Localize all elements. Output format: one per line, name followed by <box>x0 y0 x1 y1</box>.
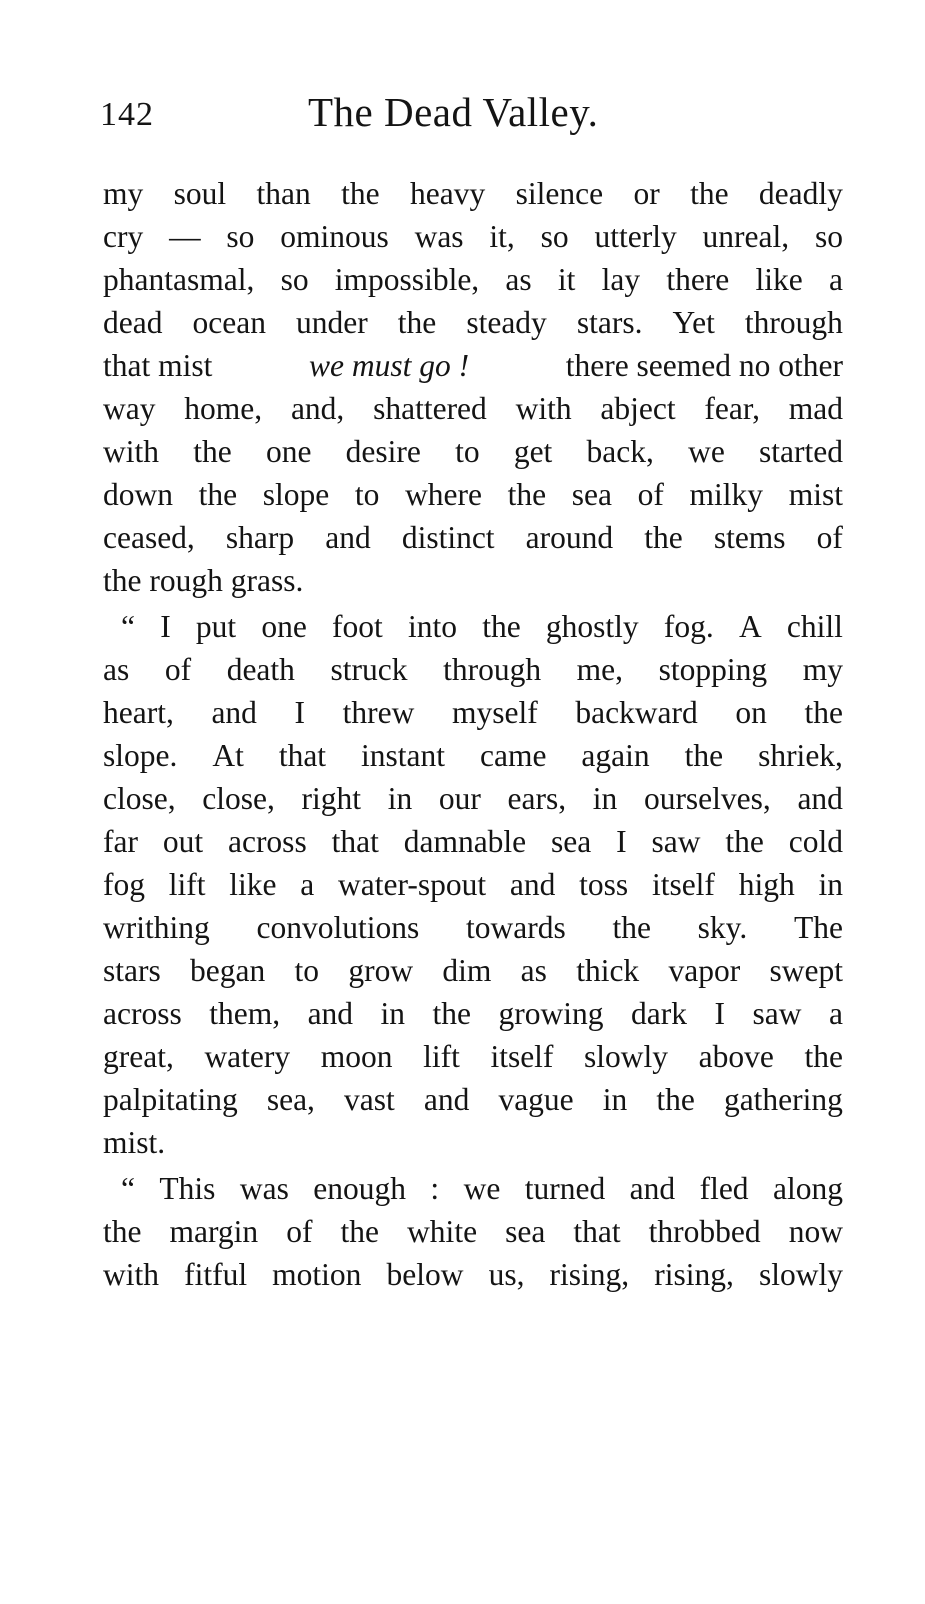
text-line: as of death struck through me, stopping my <box>103 652 843 687</box>
text-line: the margin of the white sea that throbbed now <box>103 1214 843 1249</box>
italic-emphasis: we must go ! <box>308 348 470 383</box>
text-line: with the one desire to get back, we started <box>103 434 843 469</box>
text-line: palpitating sea, vast and vague in the gathering <box>103 1082 843 1117</box>
text-line: across them, and in the growing dark I saw a <box>103 996 843 1031</box>
body-text <box>103 172 843 1296</box>
text-line: my soul than the heavy silence or the deadly <box>103 176 843 211</box>
text-line: phantasmal, so impossible, as it lay there like a <box>103 262 843 297</box>
text-line: down the slope to where the sea of milky mist <box>103 477 843 512</box>
page-number: 142 <box>100 96 154 133</box>
text-line: cry — so ominous was it, so utterly unreal, so <box>103 219 843 254</box>
text-line: fog lift like a water-spout and toss itself high in <box>103 867 843 902</box>
text-line: close, close, right in our ears, in ourselves, and <box>103 781 843 816</box>
text-line: that mist we must go ! there seemed no other <box>103 344 843 387</box>
text-line: heart, and I threw myself backward on the <box>103 695 843 730</box>
paragraph-end-line: mist. <box>103 1125 166 1160</box>
paragraph-start-line: “ This was enough : we turned and fled along <box>121 1171 843 1206</box>
text-line: slope. At that instant came again the shriek, <box>103 738 843 773</box>
text-line: with fitful motion below us, rising, rising, slowly <box>103 1257 843 1292</box>
text-line: great, watery moon lift itself slowly above the <box>103 1039 843 1074</box>
text-line: dead ocean under the steady stars. Yet through <box>103 305 843 340</box>
text-line: ceased, sharp and distinct around the stems of <box>103 520 843 555</box>
page-header <box>100 88 660 148</box>
text-line: writhing convolutions towards the sky. The <box>103 910 843 945</box>
running-title: The Dead Valley. <box>308 89 599 135</box>
paragraph-start-line: “ I put one foot into the ghostly fog. A chill <box>121 609 843 644</box>
text-line: far out across that damnable sea I saw the cold <box>103 824 843 859</box>
paragraph-end-line: the rough grass. <box>103 563 304 598</box>
text-line: stars began to grow dim as thick vapor swept <box>103 953 843 988</box>
text-line: way home, and, shattered with abject fear, mad <box>103 391 843 426</box>
